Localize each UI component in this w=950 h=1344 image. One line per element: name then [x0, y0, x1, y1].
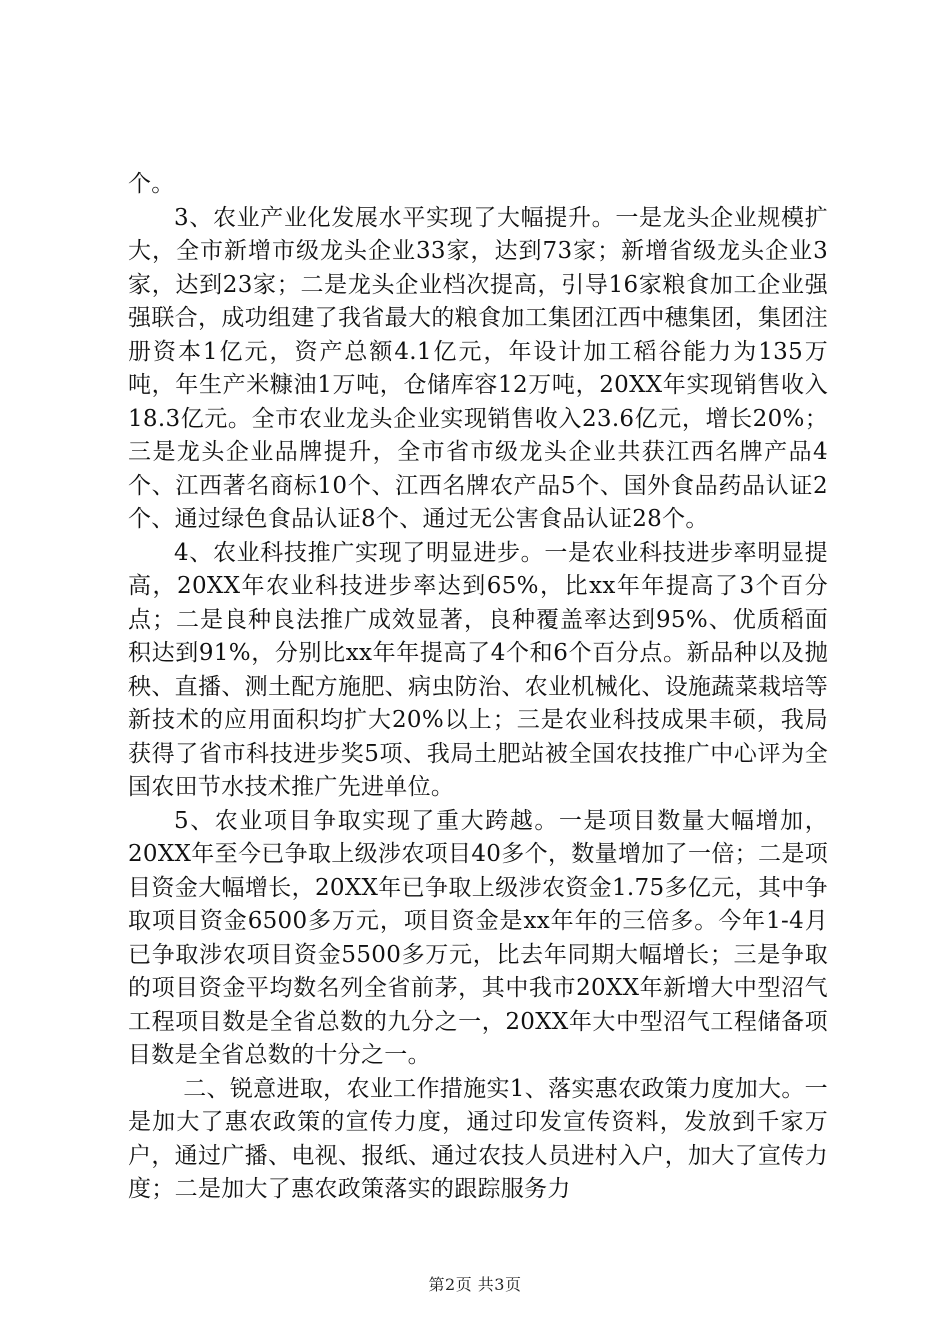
paragraph-continuation: 个。 [128, 171, 175, 197]
document-body [128, 168, 828, 1207]
paragraph-industrialization: 3、农业产业化发展水平实现了大幅提升。一是龙头企业规模扩大，全市新增市级龙头企业33家，达到73家；新增省级龙头企业3家，达到23家；二是龙头企业档次提高，引导16家粮食加工企业强强联合，成功组建了我省最大的粮食加工集团江西中穗集团，集团注册资本1亿元，资产总额4.1亿元，年设计加工稻谷能力为135万吨，年生产米糠油1万吨，仓储库容12万吨，20XX年实现销售收入18.3亿元。全市农业龙头企业实现销售收入23.6亿元，增长20%；三是龙头企业品牌提升，全市省市级龙头企业共获江西名牌产品4个、江西著名商标10个、江西名牌农产品5个、国外食品药品认证2个、通过绿色食品认证8个、通过无公害食品认证28个。 [128, 204, 828, 532]
paragraph-technology: 4、农业科技推广实现了明显进步。一是农业科技进步率明显提高，20XX年农业科技进步率达到65%，比xx年年提高了3个百分点；二是良种良法推广成效显著，良种覆盖率达到95%、优质稻面积达到91%，分别比xx年年提高了4个和6个百分点。新品种以及抛秧、直播、测土配方施肥、病虫防治、农业机械化、设施蔬菜栽培等新技术的应用面积均扩大20%以上；三是农业科技成果丰硕，我局获得了省市科技进步奖5项、我局土肥站被全国农技推广中心评为全国农田节水技术推广先进单位。 [128, 539, 828, 800]
paragraph-projects: 5、农业项目争取实现了重大跨越。一是项目数量大幅增加，20XX年至今已争取上级涉农项目40多个，数量增加了一倍；二是项目资金大幅增长，20XX年已争取上级涉农资金1.75多亿元，其中争取项目资金6500多万元，项目资金是xx年年的三倍多。今年1-4月已争取涉农项目资金5500多万元，比去年同期大幅增长；三是争取的项目资金平均数名列全省前茅，其中我市20XX年新增大中型沼气工程项目数是全省总数的九分之一，20XX年大中型沼气工程储备项目数是全省总数的十分之一。 [128, 807, 828, 1068]
paragraph-measures: 二、锐意进取，农业工作措施实1、落实惠农政策力度加大。一是加大了惠农政策的宣传力度，通过印发宣传资料，发放到千家万户，通过广播、电视、报纸、通过农技人员进村入户，加大了宣传力度；二是加大了惠农政策落实的跟踪服务力 [128, 1075, 828, 1202]
page-number-footer: 第2页 共3页 [428, 1275, 522, 1294]
